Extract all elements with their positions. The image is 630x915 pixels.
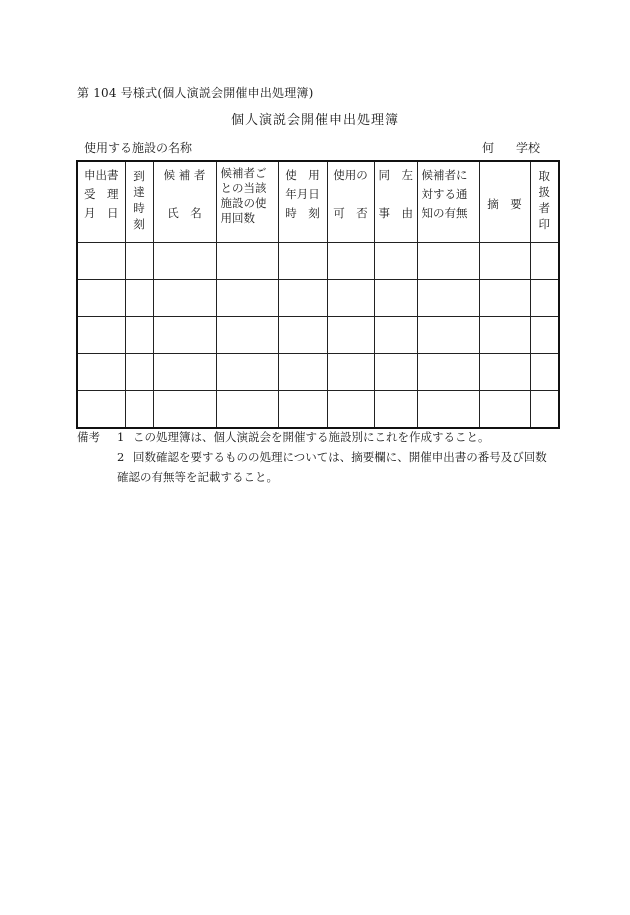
cell-notice[interactable] [417,280,479,317]
cell-approval[interactable] [327,317,374,354]
cell-received[interactable] [77,391,125,429]
cell-arrival[interactable] [125,280,153,317]
table-row [77,280,559,317]
col-candidate-header: 候 補 者 氏 名 [153,161,216,243]
register-body [77,243,559,429]
cell-candidate[interactable] [153,243,216,280]
cell-reason[interactable] [374,317,417,354]
remark-number: 2 [117,450,125,464]
cell-usage-count[interactable] [216,243,278,280]
cell-notice[interactable] [417,317,479,354]
remarks-label: 備考 [77,430,100,444]
remark-text: 回数確認を要するものの処理については、摘要欄に、開催申出書の番号及び回数 [133,450,547,464]
cell-usage-count[interactable] [216,280,278,317]
col-approval-header: 使用の 可 否 [327,161,374,243]
table-row [77,243,559,280]
cell-notice[interactable] [417,391,479,429]
table-row [77,354,559,391]
cell-handler[interactable] [530,354,559,391]
cell-use-datetime[interactable] [278,354,327,391]
cell-notice[interactable] [417,243,479,280]
cell-reason[interactable] [374,280,417,317]
cell-summary[interactable] [479,280,530,317]
cell-handler[interactable] [530,280,559,317]
facility-name-label: 使用する施設の名称 [84,141,193,155]
cell-handler[interactable] [530,317,559,354]
cell-reason[interactable] [374,354,417,391]
cell-use-datetime[interactable] [278,243,327,280]
cell-handler[interactable] [530,391,559,429]
cell-arrival[interactable] [125,354,153,391]
cell-received[interactable] [77,280,125,317]
cell-arrival[interactable] [125,317,153,354]
col-use-datetime-header: 使 用 年月日 時 刻 [278,161,327,243]
cell-received[interactable] [77,243,125,280]
cell-approval[interactable] [327,354,374,391]
cell-summary[interactable] [479,317,530,354]
remark-2-continuation: 確認の有無等を記載すること。 [117,470,278,484]
remark-2 [77,447,547,467]
cell-approval[interactable] [327,280,374,317]
col-handler-header: 取 扱 者 印 [530,161,559,243]
cell-usage-count[interactable] [216,317,278,354]
col-usage-count-header: 候補者ご との当該 施設の使 用回数 [216,161,278,243]
cell-notice[interactable] [417,354,479,391]
remark-1 [77,427,547,447]
cell-summary[interactable] [479,243,530,280]
cell-approval[interactable] [327,243,374,280]
cell-candidate[interactable] [153,280,216,317]
table-row [77,317,559,354]
school-name-label [482,139,540,156]
cell-summary[interactable] [479,354,530,391]
cell-candidate[interactable] [153,391,216,429]
col-arrival-header: 到 達 時 刻 [125,161,153,243]
cell-approval[interactable] [327,391,374,429]
remarks [77,427,547,487]
cell-usage-count[interactable] [216,391,278,429]
cell-received[interactable] [77,317,125,354]
table-row [77,391,559,429]
school-suffix: 学校 [516,141,541,155]
document-title: 個人演説会開催申出処理簿 [230,113,399,128]
cell-arrival[interactable] [125,243,153,280]
register-table [76,160,560,429]
cell-use-datetime[interactable] [278,391,327,429]
col-received-header: 申出書 受 理 月 日 [77,161,125,243]
cell-use-datetime[interactable] [278,280,327,317]
cell-reason[interactable] [374,391,417,429]
cell-candidate[interactable] [153,317,216,354]
form-number: 第 104 号様式(個人演説会開催申出処理簿) [77,86,314,100]
cell-summary[interactable] [479,391,530,429]
cell-handler[interactable] [530,243,559,280]
col-summary-header: 摘 要 [479,161,530,243]
school-prefix: 何 [482,141,495,155]
col-reason-header: 同 左 事 由 [374,161,417,243]
col-notice-header: 候補者に 対する通 知の有無 [417,161,479,243]
remark-text: この処理簿は、個人演説会を開催する施設別にこれを作成すること。 [133,430,490,444]
header-row [77,161,559,243]
cell-candidate[interactable] [153,354,216,391]
cell-usage-count[interactable] [216,354,278,391]
cell-received[interactable] [77,354,125,391]
cell-use-datetime[interactable] [278,317,327,354]
cell-arrival[interactable] [125,391,153,429]
cell-reason[interactable] [374,243,417,280]
remark-number: 1 [117,430,125,444]
